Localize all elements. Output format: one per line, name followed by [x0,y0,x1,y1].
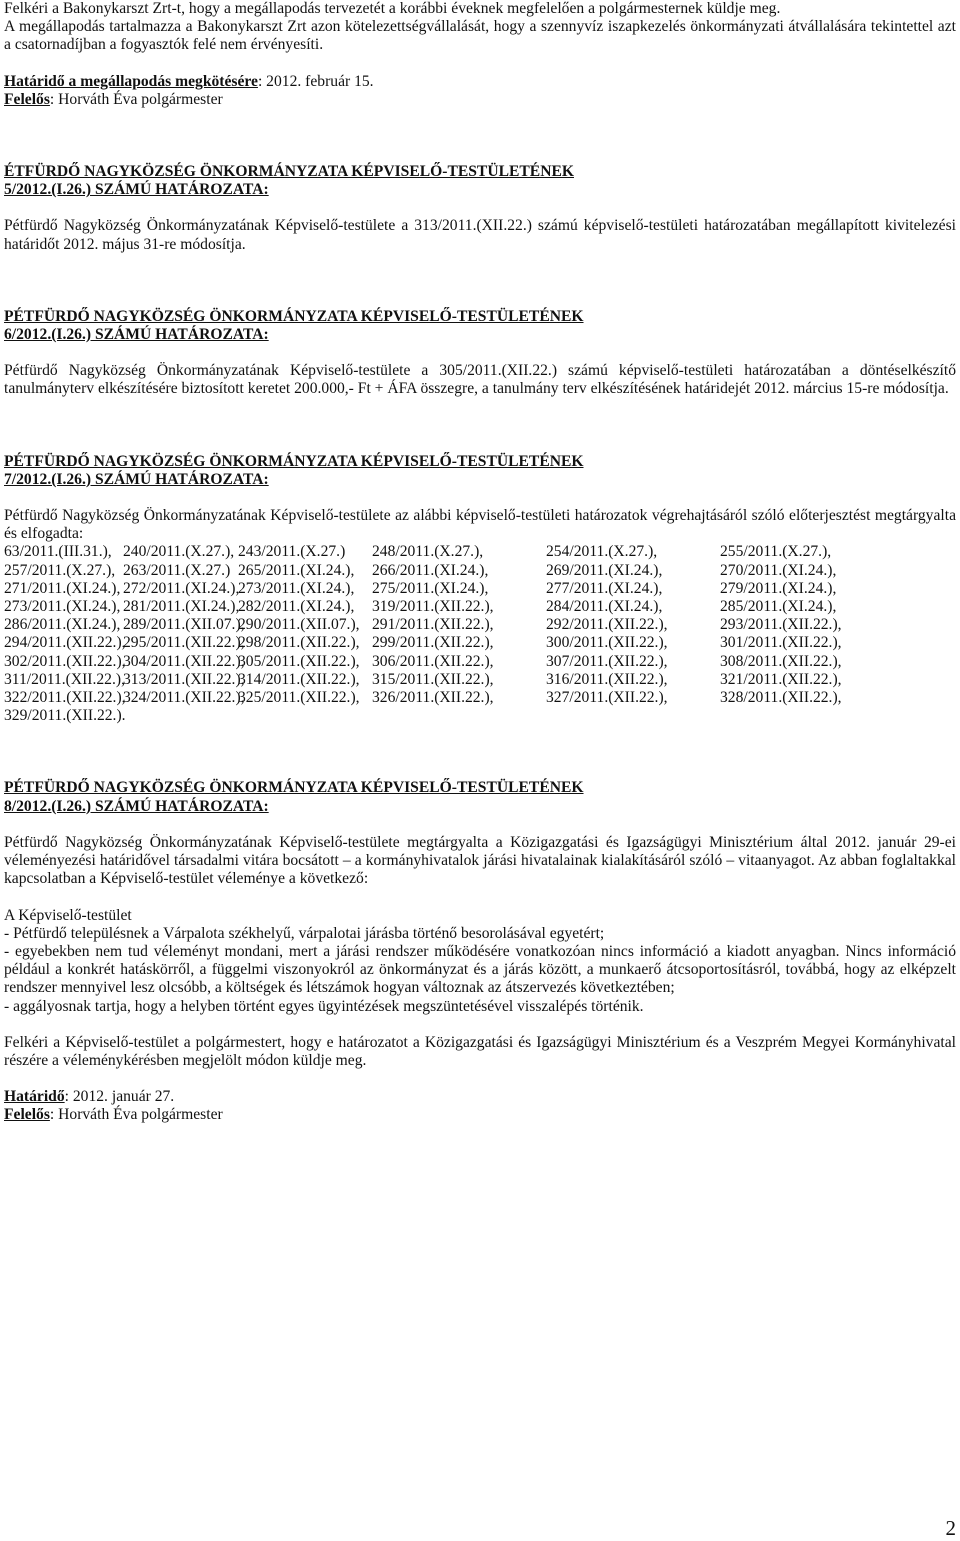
resolution-list-item: 313/2011.(XII.22.), [123,670,245,688]
resolution-list-item: 273/2011.(XI.24.), [238,579,355,597]
res8-bullet-2: - egyebekben nem tud véleményt mondani, mert a járási rendszer működésére vonatkozóan nincs információ a kiadott anyagban. Nincs információ például a konkrét hatáskörről, a függelmi viszonyokról az önkormányzat és a járás között, a munkaerő átcsoportosításról, továbbá, hogy az elképzelt rendszer mennyivel lesz olcsóbb, a költségek és létszámok hogyan változnak az átszervezés következtében; [4,942,956,997]
deadline-value: : 2012. február 15. [257,72,374,90]
resolution-list-item: 255/2011.(X.27.), [720,543,832,561]
resolution-list-item: 284/2011.(XI.24.), [546,598,663,616]
resolution-list-item: 299/2011.(XII.22.), [372,634,494,652]
res8-body: Pétfürdő Nagyközség Önkormányzatának Képviselő-testülete megtárgyalta a Közigazgatási és Igazságügyi Minisztérium által 2012. január 29-ei véleményezési határidővel társadalmi vitára bocsátott – a kormányhivatalok járási hivatalainak kialakításáról szóló – vitaanyagot. Az abban foglaltakkal kapcsolatban a Képviselő-testület véleménye a következő: [4,833,956,888]
resolution-list-item: 307/2011.(XII.22.), [546,652,668,670]
res7-title: PÉTFÜRDŐ NAGYKÖZSÉG ÖNKORMÁNYZATA KÉPVISELŐ-TESTÜLETÉNEK [4,452,584,470]
resolution-list-item: 282/2011.(XI.24.), [238,598,355,616]
res8-request: Felkéri a Képviselő-testület a polgármestert, hogy e határozatot a Közigazgatási és Igazságügyi Minisztérium és a Veszprém Megyei Kormányhivatal részére a véleménykérésben megjelölt módon küldje meg. [4,1033,956,1069]
resolution-list-item: 266/2011.(XI.24.), [372,561,489,579]
resolution-list-item: 302/2011.(XII.22.), [4,652,126,670]
res6-number: 6/2012.(I.26.) SZÁMÚ HATÁROZATA: [4,326,269,344]
resolution-list-item: 328/2011.(XII.22.), [720,689,842,707]
res8-number: 8/2012.(I.26.) SZÁMÚ HATÁROZATA: [4,797,269,815]
res5-number: 5/2012.(I.26.) SZÁMÚ HATÁROZATA: [4,181,269,199]
resolution-list-item: 277/2011.(XI.24.), [546,579,663,597]
intro-line-1: Felkéri a Bakonykarszt Zrt-t, hogy a megállapodás tervezetét a korábbi éveknek megfelelően a polgármesternek küldje meg. [4,0,781,17]
responsible-label: Felelős [4,90,50,108]
res6-title: PÉTFÜRDŐ NAGYKÖZSÉG ÖNKORMÁNYZATA KÉPVISELŐ-TESTÜLETÉNEK [4,307,584,325]
res5-title: ÉTFÜRDŐ NAGYKÖZSÉG ÖNKORMÁNYZATA KÉPVISELŐ-TESTÜLETÉNEK [4,163,574,181]
page-number: 2 [945,1515,956,1540]
resolution-list-item: 275/2011.(XI.24.), [372,579,489,597]
deadline-label: Határidő [4,1088,65,1106]
deadline-label: Határidő a megállapodás megkötésére [4,72,258,90]
resolution-list-item: 257/2011.(X.27.), [4,561,116,579]
resolution-list-item: 240/2011.(X.27.), [123,543,235,561]
resolution-list-item: 306/2011.(XII.22.), [372,652,494,670]
resolution-list-item: 305/2011.(XII.22.), [238,652,360,670]
resolution-list-item: 270/2011.(XI.24.), [720,561,837,579]
intro-responsible [4,91,956,109]
intro-paragraph: A megállapodás tartalmazza a Bakonykarszt Zrt azon kötelezettségvállalását, hogy a szennyvíz iszapkezelés önkormányzati átvállalására tekintettel azt a csatornadíjban a fogyasztók felé nem érvényesíti. [4,18,956,54]
res8-bullet-1: - Pétfürdő településnek a Várpalota székhelyű, várpalotai járásba történő besorolásával egyetért; [4,924,605,942]
resolution-list-item: 329/2011.(XII.22.). [4,707,126,725]
resolution-list-item: 263/2011.(X.27.) [123,561,231,579]
resolution-list-item: 291/2011.(XII.22.), [372,616,494,634]
res7-body: Pétfürdő Nagyközség Önkormányzatának Képviselő-testülete az alábbi képviselő-testületi határozatok végrehajtásáról szóló előterjesztést megtárgyalta és elfogadta: [4,507,956,543]
resolution-list-item: 279/2011.(XI.24.), [720,579,837,597]
resolution-list [4,543,956,725]
resolution-list-item: 316/2011.(XII.22.), [546,670,668,688]
resolution-list-item: 265/2011.(XI.24.), [238,561,355,579]
resolution-list-item: 292/2011.(XII.22.), [546,616,668,634]
res7-number: 7/2012.(I.26.) SZÁMÚ HATÁROZATA: [4,470,269,488]
resolution-list-item: 325/2011.(XII.22.), [238,689,360,707]
resolution-list-item: 295/2011.(XII.22.), [123,634,245,652]
res6-body: Pétfürdő Nagyközség Önkormányzatának Képviselő-testülete a 305/2011.(XII.22.) számú képviselő-testületi határozatában a döntéselkészítő tanulmányterv elkészítésére biztosított keretet 200.000,- Ft + ÁFA összegre, a tanulmány terv elkészítésének határidejét 2012. március 15-re módosítja. [4,362,956,398]
resolution-list-item: 304/2011.(XII.22.), [123,652,245,670]
resolution-list-item: 322/2011.(XII.22.), [4,689,126,707]
resolution-list-item: 273/2011.(XI.24.), [4,598,121,616]
res8-lead: A Képviselő-testület [4,906,132,924]
responsible-value: : Horváth Éva polgármester [49,1106,223,1124]
resolution-list-item: 269/2011.(XI.24.), [546,561,663,579]
document-page [4,0,956,1125]
res8-deadline [4,1088,956,1106]
resolution-list-item: 319/2011.(XII.22.), [372,598,494,616]
resolution-list-item: 311/2011.(XII.22.), [4,670,125,688]
resolution-list-item: 271/2011.(XI.24.), [4,579,121,597]
intro-deadline [4,73,956,91]
res8-responsible [4,1106,956,1124]
res5-body: Pétfürdő Nagyközség Önkormányzatának Képviselő-testülete a 313/2011.(XII.22.) számú képviselő-testületi határozatában megállapított kivitelezési határidőt 2012. május 31-re módosítja. [4,217,956,253]
resolution-list-item: 314/2011.(XII.22.), [238,670,360,688]
resolution-list-item: 248/2011.(X.27.), [372,543,484,561]
resolution-list-item: 281/2011.(XI.24.), [123,598,240,616]
resolution-list-item: 298/2011.(XII.22.), [238,634,360,652]
resolution-list-item: 326/2011.(XII.22.), [372,689,494,707]
resolution-list-item: 272/2011.(XI.24.), [123,579,240,597]
resolution-list-item: 293/2011.(XII.22.), [720,616,842,634]
resolution-list-item: 286/2011.(XI.24.), [4,616,121,634]
responsible-label: Felelős [4,1106,50,1124]
res8-bullet-3: - aggályosnak tartja, hogy a helyben történt egyes ügyintézések megszüntetésével visszalépés történik. [4,997,644,1015]
resolution-list-item: 324/2011.(XII.22.), [123,689,245,707]
resolution-list-item: 294/2011.(XII.22.), [4,634,126,652]
responsible-value: : Horváth Éva polgármester [49,90,223,108]
resolution-list-item: 243/2011.(X.27.) [238,543,346,561]
resolution-list-item: 321/2011.(XII.22.), [720,670,842,688]
resolution-list-item: 254/2011.(X.27.), [546,543,658,561]
deadline-value: : 2012. január 27. [64,1088,175,1106]
res8-title: PÉTFÜRDŐ NAGYKÖZSÉG ÖNKORMÁNYZATA KÉPVISELŐ-TESTÜLETÉNEK [4,779,584,797]
resolution-list-item: 290/2011.(XII.07.), [238,616,360,634]
resolution-list-item: 63/2011.(III.31.), [4,543,112,561]
resolution-list-item: 308/2011.(XII.22.), [720,652,842,670]
resolution-list-item: 285/2011.(XI.24.), [720,598,837,616]
resolution-list-item: 327/2011.(XII.22.), [546,689,668,707]
resolution-list-item: 301/2011.(XII.22.), [720,634,842,652]
resolution-list-item: 289/2011.(XII.07.), [123,616,245,634]
resolution-list-item: 315/2011.(XII.22.), [372,670,494,688]
resolution-list-item: 300/2011.(XII.22.), [546,634,668,652]
